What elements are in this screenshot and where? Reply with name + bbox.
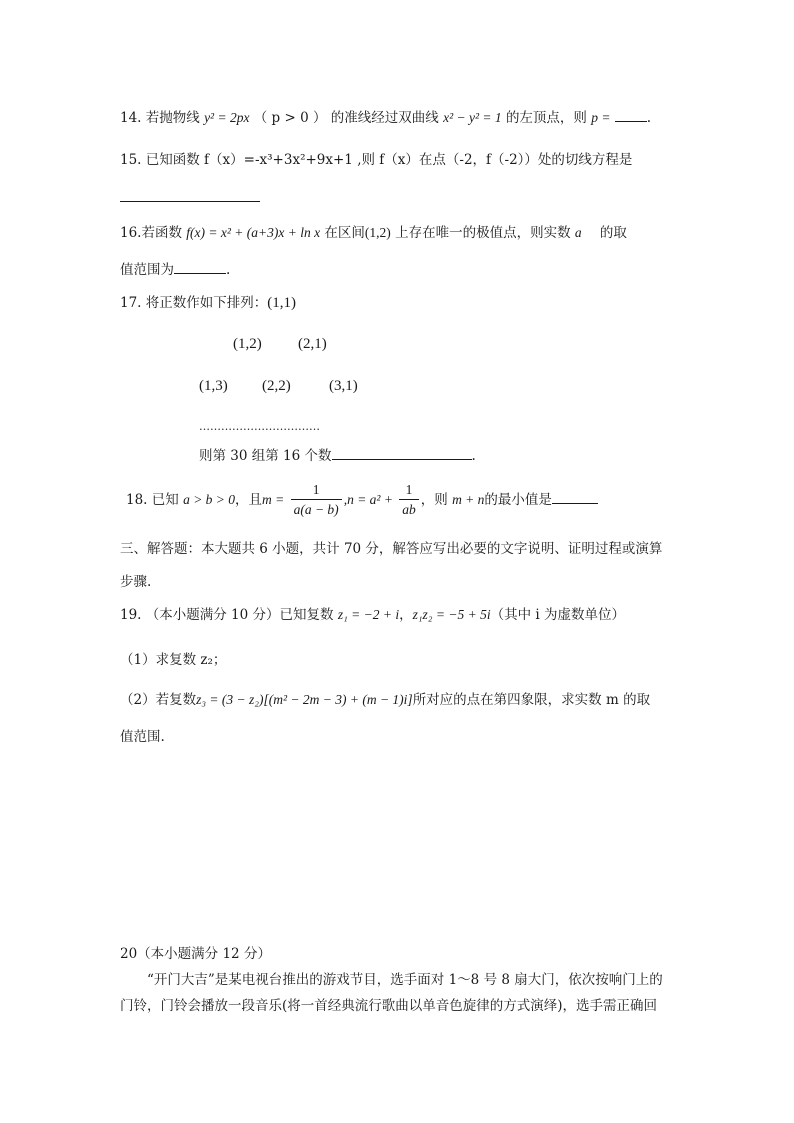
q14-prefix: 14. 若抛物线 [120,110,200,126]
q18-m-eq: m = [262,492,285,507]
q17-question-text: 则第 30 组第 16 个数 [199,448,332,464]
q19-part2 [120,690,650,710]
q19-prefix: 19. （本小题满分 10 分）已知复数 [120,607,334,623]
q18-end: 的最小值是 [484,492,552,508]
q18-condition: a > b > 0 [183,492,236,507]
q17-prefix: 17. 将正数作如下排列： [120,295,268,311]
q18-suffix: ，则 [420,492,448,508]
question-18 [126,478,598,522]
question-14 [120,107,651,128]
q16-line2-end: . [226,262,231,278]
q17-row2-item: (1,2) [233,336,262,352]
q20-line2-text: 门铃，门铃会播放一段音乐(将一首经典流行歌曲以单音色旋律的方式演绎)，选手需正确回 [120,998,658,1014]
section-3-line2 [120,572,151,592]
q16-prefix: 16.若函数 [120,225,182,241]
q16-function: f(x) = x² + (a+3)x + ln x [186,225,321,240]
section-3-line1 [120,539,662,559]
q18-target: m + n [452,492,485,507]
q17-question [199,445,476,466]
q18-m-denominator: a(a − b) [291,499,342,520]
q16-line2: 值范围为 [120,262,174,278]
question-19 [120,605,625,625]
q17-row3-item: (3,1) [329,378,358,394]
q14-parabola: y² = 2px [204,110,250,125]
section-3-text-2: 步骤. [120,574,152,590]
q19-note: （其中 i 为虚数单位） [490,607,625,623]
q19-part2-line2 [120,727,165,747]
q14-hyperbola: x² − y² = 1 [443,110,502,125]
q18-n-eq: ,n = a² + [343,492,393,507]
q20-line1 [147,970,663,990]
q17-row3-item: (2,2) [262,378,291,394]
q14-answer-var: p = [591,110,611,125]
q15-text: 15. 已知函数 f（x）=-x³+3x²+9x+1 ,则 f（x）在点（-2，f（-2））处的切线方程是 [120,152,633,168]
question-20-title [120,944,271,964]
section-3-text: 三、解答题：本大题共 6 小题，共计 70 分，解答应写出必要的文字说明、证明过程或演算 [120,541,663,557]
q18-n-numerator: 1 [405,482,413,497]
q19-part1 [120,650,226,670]
q17-dots [199,417,320,437]
q17-answer-blank [332,445,472,460]
question-16 [120,223,627,243]
q17-end: . [471,448,476,464]
q19-part1-text: （1）求复数 z₂； [120,652,227,668]
q19-part2-expr: z₃ = (3 − z₂)[(m² − 2m − 3) + (m − 1)i] [196,692,413,707]
q14-mid: 的准线经过双曲线 [330,110,439,126]
q19-part2-prefix: （2）若复数 [120,692,197,708]
q15-answer-blank [120,201,260,202]
q20-line1-text: “开门大吉”是某电视台推出的游戏节目，选手面对 1～8 号 8 扇大门，依次按响门上的 [147,972,663,988]
question-15 [120,150,632,170]
q18-answer-blank [552,489,598,504]
q16-suffix: 上存在唯一的极值点，则实数 [395,225,571,241]
q14-condition: （ p > 0 ） [253,110,327,126]
q19-z1z2: z₁z₂ = −5 + 5i [412,607,491,622]
q18-m-numerator: 1 [312,482,320,497]
q16-end: 的取 [599,225,627,241]
q14-suffix: 的左顶点，则 [505,110,587,126]
q18-n-fraction [399,481,419,520]
q16-mid: 在区间 [324,225,365,241]
q20-title: 20（本小题满分 12 分） [120,946,271,962]
q16-answer-blank [174,259,226,274]
question-16-line2 [120,259,230,280]
q18-m-fraction [291,481,342,520]
q19-z1: z₁ = −2 + i [337,607,400,622]
q17-row2-item: (2,1) [298,336,327,352]
q19-part2-line2-text: 值范围. [120,729,165,745]
q18-n-denominator: ab [399,499,419,520]
q14-end: . [646,110,652,126]
question-17 [120,293,296,313]
q20-line2 [120,996,657,1016]
q17-row3-item: (1,3) [199,378,228,394]
q17-row1: (1,1) [267,295,297,311]
q14-answer-blank [615,107,647,122]
q18-prefix: 18. 已知 [126,492,179,508]
q19-comma: ， [399,607,413,623]
q18-mid: ，且 [235,492,263,508]
q17-dots-text: …………………………… [199,420,320,433]
q16-interval: (1,2) [364,225,391,240]
q19-part2-suffix: 所对应的点在第四象限，求实数 m 的取 [412,692,651,708]
q16-var: a [574,225,582,240]
